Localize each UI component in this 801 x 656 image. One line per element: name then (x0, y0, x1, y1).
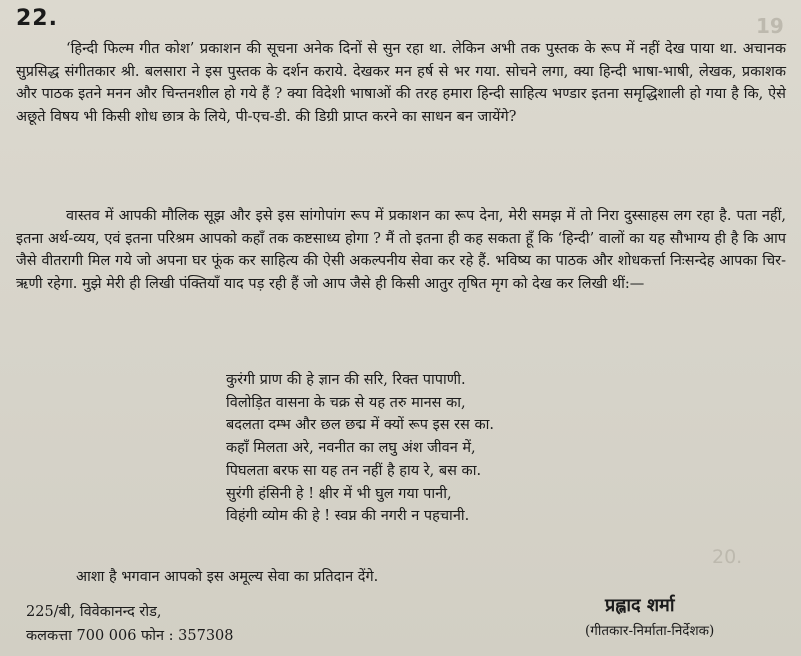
poem-block (226, 369, 666, 528)
poem-line: विलोड़ित वासना के चक्र से यह तरु मानस का, (226, 394, 466, 411)
bleed-through-mark: 19 (756, 14, 784, 38)
paragraph-2: वास्तव में आपकी मौलिक सूझ और इसे इस सांगोपांग रूप में प्रकाशन का रूप देना, मेरी समझ में तो निरा दुस्साहस लग रहा है. पता नहीं, इतना अर्थ-व्यय, एवं इतना परिश्रम आपको कहाँ तक कष्टसाध्य होगा ? मैं तो इतना ही कह सकता हूँ कि ‘हिन्दी’ वालों का यह सौभाग्य ही है कि आप जैसे वीतरागी मिल गये जो अपना घर फूंक कर साहित्य की ऐसी अकल्पनीय सेवा कर रहे हैं. भविष्य का पाठक और शोधकर्त्ता निःसन्देह आपका चिर-ऋणी रहेगा. मुझे मेरी ही लिखी पंक्तियाँ याद पड़ रही हैं जो आप जैसे ही किसी आतुर तृषित मृग को देख कर लिखी थीं:— (16, 208, 786, 292)
poem-line: कुरंगी प्राण की हे ज्ञान की सरि, रिक्त पापाणी. (226, 372, 466, 388)
signature-role: (गीतकार-निर्माता-निर्देशक) (585, 623, 715, 639)
bleed-through-mark: 20. (712, 546, 743, 568)
closing-line: आशा है भगवान आपको इस अमूल्य सेवा का प्रतिदान देंगे. (76, 569, 379, 585)
paragraph-1: ‘हिन्दी फिल्म गीत कोश’ प्रकाशन की सूचना अनेक दिनों से सुन रहा था. लेकिन अभी तक पुस्तक के रूप में नहीं देख पाया था. अचानक सुप्रसिद्ध संगीतकार श्री. बलसारा ने इस पुस्तक के दर्शन कराये. देखकर मन हर्ष से भर गया. सोचने लगा, क्या हिन्दी भाषा-भाषी, लेखक, प्रकाशक और पाठक इतने मनन और चिन्तनशील हो गये हैं ? क्या विदेशी भाषाओं की तरह हमारा हिन्दी साहित्य भण्डार इतना समृद्धिशाली हो गया है कि, ऐसे अछूते विषय भी किसी शोध छात्र के लिये, पी-एच-डी. की डिग्री प्राप्त करने का साधन बन जायेंगे? (16, 41, 786, 125)
address-block (26, 600, 234, 648)
poem-line: पिघलता बरफ सा यह तन नहीं है हाय रे, बस का. (226, 462, 482, 479)
page-number: 22. (16, 6, 58, 31)
address-phone-line: कलकत्ता 700 006 फोन : 357308 (26, 628, 234, 644)
poem-line: कहाँ मिलता अरे, नवनीत का लघु अंश जीवन में, (226, 440, 476, 457)
address-line: 225/बी, विवेकानन्द रोड, (26, 604, 162, 620)
poem-line: विहंगी व्योम की हे ! स्वप्न की नगरी न पहचानी. (226, 508, 470, 525)
signature-name: प्रह्लाद शर्मा (605, 595, 675, 616)
poem-line: सुरंगी हंसिनी हे ! क्षीर में भी घुल गया पानी, (226, 485, 452, 502)
poem-line: बदलता दम्भ और छल छद्म में क्यों रूप इस रस का. (226, 417, 494, 434)
